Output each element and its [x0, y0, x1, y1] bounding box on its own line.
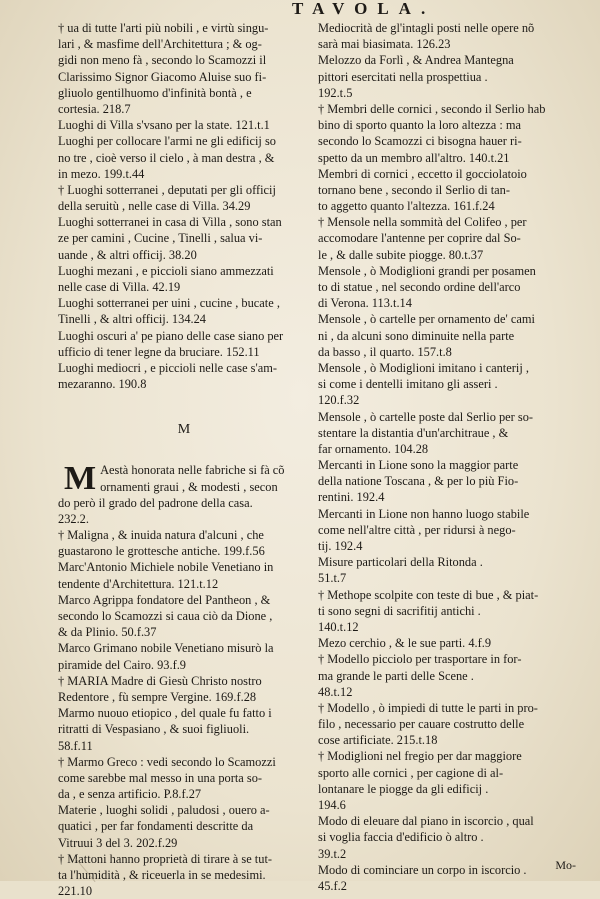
index-line: tornano bene , secondo il Serlio di tan- — [318, 182, 511, 197]
index-line: 39.t.2 — [318, 846, 347, 861]
index-line: & da Plinio. 50.f.37 — [58, 625, 157, 640]
index-line: Aestà honorata nelle fabriche si fà cõ — [100, 463, 285, 478]
index-line: guastarono le grottesche antiche. 199.f.56 — [58, 544, 265, 559]
index-line: sporto alle cornici , per cagione di al- — [318, 765, 504, 780]
index-line: † Modiglioni nel fregio per dar maggiore — [318, 749, 522, 764]
index-line: ti sono segni di sacrifitij antichi . — [318, 603, 481, 618]
index-line: Luoghi mezani , e piccioli siano ammezzati — [58, 263, 274, 278]
index-line: della seruitù , nelle case di Villa. 34.29 — [58, 199, 251, 214]
index-line: filo , necessario per cauare costrutto delle — [318, 717, 525, 732]
index-line: Tinelli , & altri officij. 134.24 — [58, 312, 206, 327]
index-line: tendente d'Architettura. 121.t.12 — [58, 576, 219, 591]
index-line: † Luoghi sotterranei , deputati per gli officij — [58, 182, 276, 197]
index-line: 140.t.12 — [318, 619, 359, 634]
index-line: 51.t.7 — [318, 571, 347, 586]
index-line: Mezo cerchio , & le sue parti. 4.f.9 — [318, 636, 492, 651]
index-line: Mercanti in Lione sono la maggior parte — [318, 458, 519, 473]
index-line: Melozzo da Forlì , & Andrea Mantegna — [318, 53, 514, 68]
index-line: Vitruui 3 del 3. 202.f.29 — [58, 835, 178, 850]
left-column — [58, 20, 310, 899]
index-line: pittori esercitati nella prospettiua . — [318, 69, 488, 84]
index-line: cose artificiate. 215.t.18 — [318, 733, 438, 748]
index-line: † Mattoni hanno proprietà di tirare à se tut- — [58, 851, 273, 866]
dropcap: M — [64, 460, 97, 498]
index-line: Luoghi oscuri a' pe piano delle case siano per — [58, 328, 284, 343]
section-letter: M — [177, 422, 191, 438]
index-line: Luoghi sotterranei in casa di Villa , sono stan — [58, 215, 282, 230]
running-head: TAVOLA. — [292, 0, 436, 18]
index-line: si come i dentelli imitano gli asseri . — [318, 377, 498, 392]
index-line: † Modello , ò impiedi di tutte le parti in pro- — [318, 700, 538, 715]
index-line: ni , da alcuni sono diminuite nella parte — [318, 328, 515, 343]
index-line: 45.f.2 — [318, 878, 347, 893]
index-line: † MARIA Madre di Giesù Christo nostro — [58, 673, 262, 688]
index-line: † Modello picciolo per trasportare in for- — [318, 652, 522, 667]
catchword: Mo- — [555, 858, 576, 872]
index-line: tij. 192.4 — [318, 539, 363, 553]
index-line: 221.10 — [58, 884, 93, 899]
index-line: Membri di cornici , eccetto il gocciolatoio — [318, 166, 527, 181]
index-line: quatici , per far fondamenti descritte da — [58, 819, 254, 834]
index-line: † Methope scolpite con teste di bue , & piat- — [318, 587, 539, 602]
index-line: Modo di eleuare dal piano in iscorcio , qual — [318, 814, 534, 829]
index-line: † Maligna , & inuida natura d'alcuni , che — [58, 528, 264, 543]
index-line: 194.6 — [318, 798, 346, 812]
index-line: come sarebbe mal messo in una porta so- — [58, 770, 263, 785]
index-line: 58.f.11 — [58, 738, 93, 753]
left-entries-bottom — [58, 462, 310, 899]
index-line: secondo lo Scamozzi si caua ciò da Dione , — [58, 609, 273, 623]
index-line: to aggetto quanto l'altezza. 161.f.24 — [318, 199, 495, 214]
index-line: Luoghi sotterranei per uini , cucine , bucate , — [58, 296, 280, 311]
index-line: Luoghi di Villa s'vsano per la state. 121.t.1 — [58, 118, 270, 133]
index-line: Clarissimo Signor Giacomo Aluise suo fi- — [58, 69, 267, 84]
index-line: 192.t.5 — [318, 85, 353, 100]
index-line: sarà mai biasimata. 126.23 — [318, 37, 451, 52]
index-line: ta l'humidità , & riceuerla in se medesimi. — [58, 868, 266, 882]
index-line: Marc'Antonio Michiele nobile Venetiano in — [58, 560, 274, 575]
index-line: accomodare l'antenne per coprire dal So- — [318, 231, 521, 246]
index-line: Mercanti in Lione non hanno luogo stabile — [318, 506, 530, 521]
index-line: † Marmo Greco : vedi secondo lo Scamozzi — [58, 754, 276, 769]
left-entries-top — [58, 20, 310, 392]
index-line: bino di sporto quanto la loro altezza : ma — [318, 118, 522, 133]
index-line: † Mensole nella sommità del Colifeo , per — [318, 215, 527, 230]
index-line: gliuolo gentilhuomo d'infinità bontà , e — [58, 85, 252, 100]
right-entries — [318, 20, 580, 894]
index-line: nelle case di Villa. 42.19 — [58, 280, 181, 294]
index-line: ritratti di Vespasiano , & suoi figliuoli. — [58, 722, 250, 737]
index-line: Mensole , ò Modiglioni imitano i canterij , — [318, 360, 529, 375]
section-m-entries — [58, 462, 310, 899]
index-line: Marco Agrippa fondatore del Pantheon , & — [58, 592, 271, 607]
index-line: Mensole , ò Modiglioni grandi per posamen — [318, 263, 536, 278]
index-line: ufficio di tener legne da bruciare. 152.11 — [58, 344, 260, 359]
index-line: Redentore , fù sempre Vergine. 169.f.28 — [58, 689, 257, 704]
index-line: † ua di tutte l'arti più nobili , e virtù singu- — [58, 21, 269, 35]
index-line: Misure particolari della Ritonda . — [318, 555, 483, 570]
index-line: in mezo. 199.t.44 — [58, 166, 145, 181]
index-line: cortesia. 218.7 — [58, 101, 131, 116]
index-line: si voglia faccia d'edificio ò altro . — [318, 830, 484, 845]
index-line: lontanare le piogge da gli edificij . — [318, 781, 489, 796]
index-line: della natione Toscana , & per lo più Fio- — [318, 474, 519, 489]
index-line: 232.2. — [58, 511, 89, 526]
index-line: Materie , luoghi solidi , paludosi , ouero a- — [58, 803, 270, 818]
index-line: to di statue , nel secondo ordine dell'arco — [318, 280, 521, 294]
index-line: far ornamento. 104.28 — [318, 441, 429, 456]
index-line: stentare la distantia d'un'architraue , & — [318, 425, 509, 440]
index-line: uande , & altri officij. 38.20 — [58, 247, 197, 262]
index-line: do però il grado del padrone della casa. — [58, 495, 253, 510]
index-line: da basso , il quarto. 157.t.8 — [318, 344, 452, 359]
index-line: † Membri delle cornici , secondo il Serlio hab — [318, 101, 546, 116]
index-line: rentini. 192.4 — [318, 490, 385, 505]
index-line: ma grande le parti delle Scene . — [318, 668, 474, 683]
index-line: Marmo nuouo etiopico , del quale fu fatto i — [58, 706, 272, 721]
index-line: ze per camini , Cucine , Tinelli , salua vi- — [58, 231, 263, 246]
index-line: ornamenti graui , & modesti , secon — [100, 479, 278, 494]
index-line: Modo di cominciare un corpo in iscorcio . — [318, 862, 527, 877]
index-line: le , & dalle subite piogge. 80.t.37 — [318, 247, 484, 262]
index-line: Mediocrità de gl'intagli posti nelle opere nõ — [318, 21, 535, 35]
index-line: Luoghi per collocare l'armi ne gli edificij so — [58, 134, 276, 149]
index-line: no tre , cioè verso il cielo , à man destra , & — [58, 150, 275, 165]
index-line: Luoghi mediocri , e piccioli nelle case s'am- — [58, 360, 277, 375]
index-line: piramide del Cairo. 93.f.9 — [58, 657, 187, 672]
index-line: 120.f.32 — [318, 393, 360, 408]
index-line: gidi non meno fà , secondo lo Scamozzi il — [58, 53, 267, 68]
index-line: Mensole , ò cartelle poste dal Serlio per so- — [318, 409, 534, 424]
index-line: spetto da un membro all'altro. 140.t.21 — [318, 150, 510, 165]
index-line: Mensole , ò cartelle per ornamento de' cami — [318, 312, 535, 327]
index-line: Marco Grimano nobile Venetiano misurò la — [58, 641, 274, 656]
index-line: da , e senza artificio. P.8.f.27 — [58, 787, 202, 802]
index-line: mezaranno. 190.8 — [58, 377, 147, 392]
index-line: come nell'altre città , per ridursi à nego- — [318, 522, 516, 537]
index-line: di Verona. 113.t.14 — [318, 296, 412, 311]
index-line: lari , & masfime dell'Architettura ; & og- — [58, 37, 262, 52]
index-line: secondo lo Scamozzi ci bisogna hauer ri- — [318, 134, 522, 149]
right-column — [318, 20, 580, 894]
index-line: 48.t.12 — [318, 684, 353, 699]
